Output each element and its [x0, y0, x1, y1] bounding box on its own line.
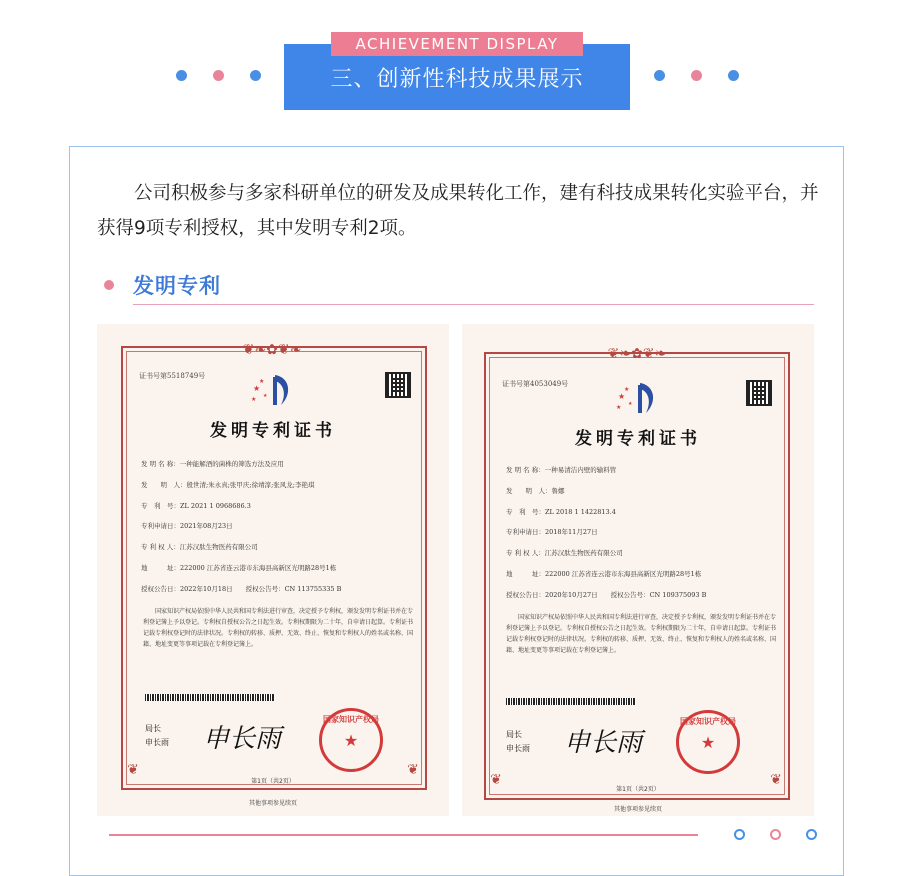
decor-dot	[691, 70, 702, 81]
decor-dot	[250, 70, 261, 81]
ornament-icon: ❦	[770, 772, 782, 788]
ornament-icon: ❦❧✿❦❧	[242, 342, 302, 358]
page-indicator: 第1页（共2页）	[251, 778, 295, 785]
field-line: 专 利 权 人：江苏汉肽生物医药有限公司	[141, 543, 258, 552]
ornament-icon: ❦	[127, 762, 139, 778]
field-line: 专利申请日：2021年08月23日	[141, 522, 233, 531]
certificate-title: 发明专利证书	[210, 421, 336, 441]
field-line: 授权公告日：2020年10月27日 授权公告号：CN 109375093 B	[506, 590, 707, 599]
certificate-footnote: 其他事项参见续页	[248, 800, 297, 807]
role-label: 局长	[145, 724, 161, 733]
svg-text:★: ★	[624, 386, 630, 393]
role-name: 申长雨	[145, 738, 169, 747]
svg-text:★: ★	[259, 378, 265, 385]
field-line: 发 明 名 称：一种易清洁内壁的输料管	[506, 466, 617, 474]
field-line: 专 利 权 人：江苏汉肽生物医药有限公司	[506, 549, 623, 558]
field-line: 专利申请日：2018年11月27日	[506, 528, 598, 537]
svg-text:★: ★	[251, 396, 257, 403]
official-seal-icon: 国家知识产权局 ★	[676, 710, 740, 774]
certificate-image	[97, 324, 449, 816]
qr-code-icon	[746, 380, 772, 406]
signature: 申长雨	[203, 724, 282, 754]
decor-ring	[770, 829, 781, 840]
section-title: 发明专利	[133, 274, 221, 298]
certificate-number: 证书号第5518749号	[139, 372, 206, 380]
barcode-icon	[145, 694, 275, 701]
certificate-title: 发明专利证书	[575, 429, 701, 449]
signature: 申长雨	[564, 728, 643, 758]
certificate-number: 证书号第4053049号	[502, 380, 569, 388]
certificate-fields	[506, 460, 786, 606]
svg-text:★: ★	[263, 393, 268, 399]
decor-dot	[728, 70, 739, 81]
footer-divider	[109, 834, 698, 836]
title-tag: ACHIEVEMENT DISPLAY	[331, 32, 583, 56]
seal-text: 国家知识产权局	[680, 717, 736, 726]
ornament-icon: ❦	[490, 772, 502, 788]
section-divider	[133, 304, 814, 305]
field-line: 地 址：222000 江苏省连云港市东海县高新区光明路28号1栋	[141, 563, 337, 572]
cnipa-logo-icon	[249, 371, 295, 411]
role-name: 申长雨	[506, 744, 530, 753]
intro-paragraph: 公司积极参与多家科研单位的研发及成果转化工作，建有科技成果转化实验平台，并获得9项专利授权，其中发明专利2项。	[97, 183, 819, 239]
director-role	[506, 728, 530, 756]
role-label: 局长	[506, 730, 522, 739]
director-role	[145, 722, 169, 750]
certificate-fields	[141, 454, 421, 600]
certificate-footnote: 其他事项参见续页	[613, 806, 662, 813]
field-line: 专 利 号：ZL 2018 1 1422813.4	[506, 507, 616, 516]
field-line: 授权公告日：2022年10月18日 授权公告号：CN 113755335 B	[141, 584, 342, 593]
decor-ring	[734, 829, 745, 840]
field-line: 发 明 人：殷世清;朱永真;张甲庆;徐靖淳;张风龙;李艳琪	[141, 480, 315, 489]
qr-code-icon	[385, 372, 411, 398]
field-line: 专 利 号：ZL 2021 1 0968686.3	[141, 501, 251, 510]
official-seal-icon: 国家知识产权局 ★	[319, 708, 383, 772]
svg-text:★: ★	[616, 404, 622, 411]
decor-ring	[806, 829, 817, 840]
certificate-paragraph: 国家知识产权局依照中华人民共和国专利法进行审查，决定授予专利权，颁发发明专利证书并在专利登记簿上予以登记。专利权自授权公告之日起生效。专利权期限为二十年，自申请日起算。专利证书记载专利权登记时的法律状况。专利权的转移、质押、无效、终止、恢复和专利权人的姓名或名称、国籍、地址变更等事项记载在专利登记簿上。	[506, 614, 777, 654]
decor-dot	[654, 70, 665, 81]
cnipa-logo-icon	[614, 379, 660, 419]
svg-text:★: ★	[253, 384, 261, 393]
page-title: 三、创新性科技成果展示	[284, 44, 630, 110]
svg-text:★: ★	[618, 392, 626, 401]
page-indicator: 第1页（共2页）	[616, 786, 660, 793]
field-line: 发 明 人：鲁娜	[506, 486, 565, 495]
barcode-icon	[506, 698, 636, 705]
ornament-icon: ❦	[407, 762, 419, 778]
ornament-icon: ❦❧✿❦❧	[607, 346, 667, 362]
certificate-paragraph: 国家知识产权局依照中华人民共和国专利法进行审查，决定授予专利权，颁发发明专利证书并在专利登记簿上予以登记。专利权自授权公告之日起生效。专利权期限为二十年，自申请日起算。专利证书记载专利权登记时的法律状况。专利权的转移、质押、无效、终止、恢复和专利权人的姓名或名称、国籍、地址变更等事项记载在专利登记簿上。	[143, 608, 414, 648]
decor-dot	[213, 70, 224, 81]
section-bullet	[104, 280, 114, 290]
seal-text: 国家知识产权局	[323, 715, 379, 724]
field-line: 发 明 名 称：一种能解酒的菌株的筛选方法及应用	[141, 460, 284, 468]
decor-dot	[176, 70, 187, 81]
svg-text:★: ★	[628, 401, 633, 407]
field-line: 地 址：222000 江苏省连云港市东海县高新区光明路28号1栋	[506, 569, 702, 578]
certificate-image	[462, 324, 814, 816]
